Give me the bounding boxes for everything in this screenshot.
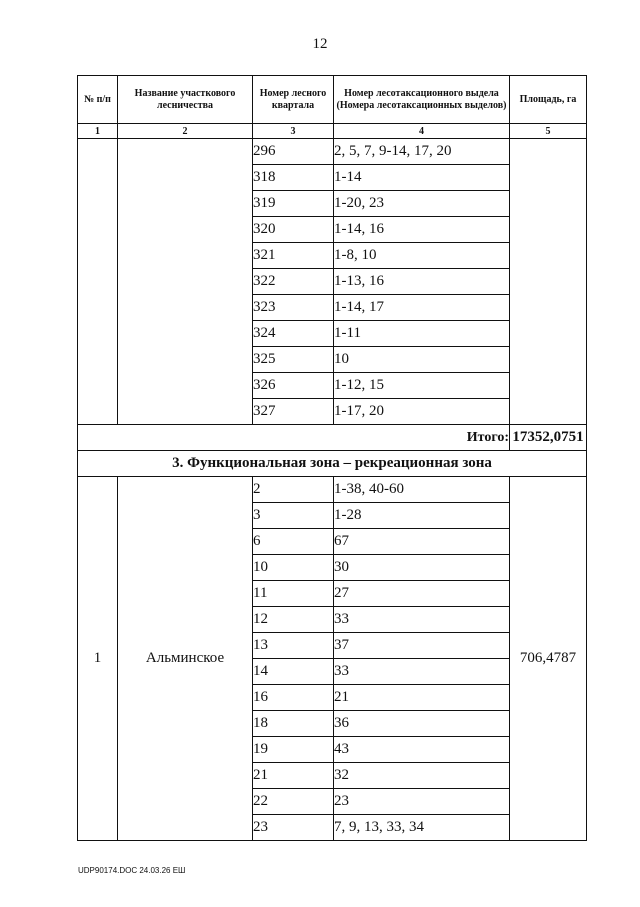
table-row bbox=[78, 139, 587, 165]
column-number: 1 bbox=[78, 124, 118, 139]
quarter-cell: 320 bbox=[253, 217, 334, 243]
plots-cell: 1-28 bbox=[334, 503, 510, 529]
plots-cell: 43 bbox=[334, 737, 510, 763]
quarter-cell: 324 bbox=[253, 321, 334, 347]
plots-cell: 33 bbox=[334, 607, 510, 633]
plots-cell: 7, 9, 13, 33, 34 bbox=[334, 815, 510, 841]
total-value: 17352,0751 bbox=[510, 425, 587, 451]
quarter-cell: 319 bbox=[253, 191, 334, 217]
total-row bbox=[78, 425, 587, 451]
quarter-cell: 3 bbox=[253, 503, 334, 529]
forestry-cell: Альминское bbox=[118, 477, 253, 841]
plots-cell: 33 bbox=[334, 659, 510, 685]
index-cell: 1 bbox=[78, 477, 118, 841]
forestry-cell bbox=[118, 139, 253, 425]
column-number: 3 bbox=[253, 124, 334, 139]
quarter-cell: 318 bbox=[253, 165, 334, 191]
quarter-cell: 2 bbox=[253, 477, 334, 503]
quarter-cell: 18 bbox=[253, 711, 334, 737]
column-number: 5 bbox=[510, 124, 587, 139]
plots-cell: 36 bbox=[334, 711, 510, 737]
plots-cell: 1-17, 20 bbox=[334, 399, 510, 425]
page-number: 12 bbox=[312, 36, 328, 52]
quarter-cell: 326 bbox=[253, 373, 334, 399]
plots-cell: 27 bbox=[334, 581, 510, 607]
quarter-cell: 23 bbox=[253, 815, 334, 841]
plots-cell: 21 bbox=[334, 685, 510, 711]
quarter-cell: 13 bbox=[253, 633, 334, 659]
zone-title: 3. Функциональная зона – рекреационная зона bbox=[78, 451, 587, 477]
area-cell bbox=[510, 139, 587, 425]
total-label: Итого: bbox=[78, 425, 510, 451]
plots-cell: 1-14 bbox=[334, 165, 510, 191]
quarter-cell: 6 bbox=[253, 529, 334, 555]
forest-plots-table bbox=[77, 75, 587, 841]
plots-cell: 32 bbox=[334, 763, 510, 789]
column-number: 2 bbox=[118, 124, 253, 139]
plots-cell: 10 bbox=[334, 347, 510, 373]
plots-cell: 1-12, 15 bbox=[334, 373, 510, 399]
quarter-cell: 327 bbox=[253, 399, 334, 425]
header-plots: Номер лесотаксационного выдела (Номера лесотаксационных выделов) bbox=[334, 76, 510, 124]
column-number: 4 bbox=[334, 124, 510, 139]
header-row bbox=[78, 76, 587, 124]
quarter-cell: 323 bbox=[253, 295, 334, 321]
plots-cell: 23 bbox=[334, 789, 510, 815]
quarter-cell: 11 bbox=[253, 581, 334, 607]
plots-cell: 2, 5, 7, 9-14, 17, 20 bbox=[334, 139, 510, 165]
header-area: Площадь, га bbox=[510, 76, 587, 124]
quarter-cell: 19 bbox=[253, 737, 334, 763]
quarter-cell: 322 bbox=[253, 269, 334, 295]
quarter-cell: 16 bbox=[253, 685, 334, 711]
plots-cell: 1-20, 23 bbox=[334, 191, 510, 217]
quarter-cell: 21 bbox=[253, 763, 334, 789]
quarter-cell: 12 bbox=[253, 607, 334, 633]
plots-cell: 1-13, 16 bbox=[334, 269, 510, 295]
table-row bbox=[78, 477, 587, 503]
quarter-cell: 22 bbox=[253, 789, 334, 815]
plots-cell: 1-14, 17 bbox=[334, 295, 510, 321]
index-cell bbox=[78, 139, 118, 425]
quarter-cell: 325 bbox=[253, 347, 334, 373]
plots-cell: 1-8, 10 bbox=[334, 243, 510, 269]
plots-cell: 1-14, 16 bbox=[334, 217, 510, 243]
quarter-cell: 14 bbox=[253, 659, 334, 685]
area-cell: 706,4787 bbox=[510, 477, 587, 841]
header-quarter: Номер лесного квартала bbox=[253, 76, 334, 124]
plots-cell: 1-38, 40-60 bbox=[334, 477, 510, 503]
quarter-cell: 296 bbox=[253, 139, 334, 165]
plots-cell: 30 bbox=[334, 555, 510, 581]
header-forestry: Название участкового лесничества bbox=[118, 76, 253, 124]
document-footer: UDP90174.DOC 24.03.26 ЕШ bbox=[78, 866, 186, 875]
plots-cell: 37 bbox=[334, 633, 510, 659]
column-number-row bbox=[78, 124, 587, 139]
zone-heading-row bbox=[78, 451, 587, 477]
quarter-cell: 321 bbox=[253, 243, 334, 269]
plots-cell: 1-11 bbox=[334, 321, 510, 347]
quarter-cell: 10 bbox=[253, 555, 334, 581]
header-index: № п/п bbox=[78, 76, 118, 124]
plots-cell: 67 bbox=[334, 529, 510, 555]
